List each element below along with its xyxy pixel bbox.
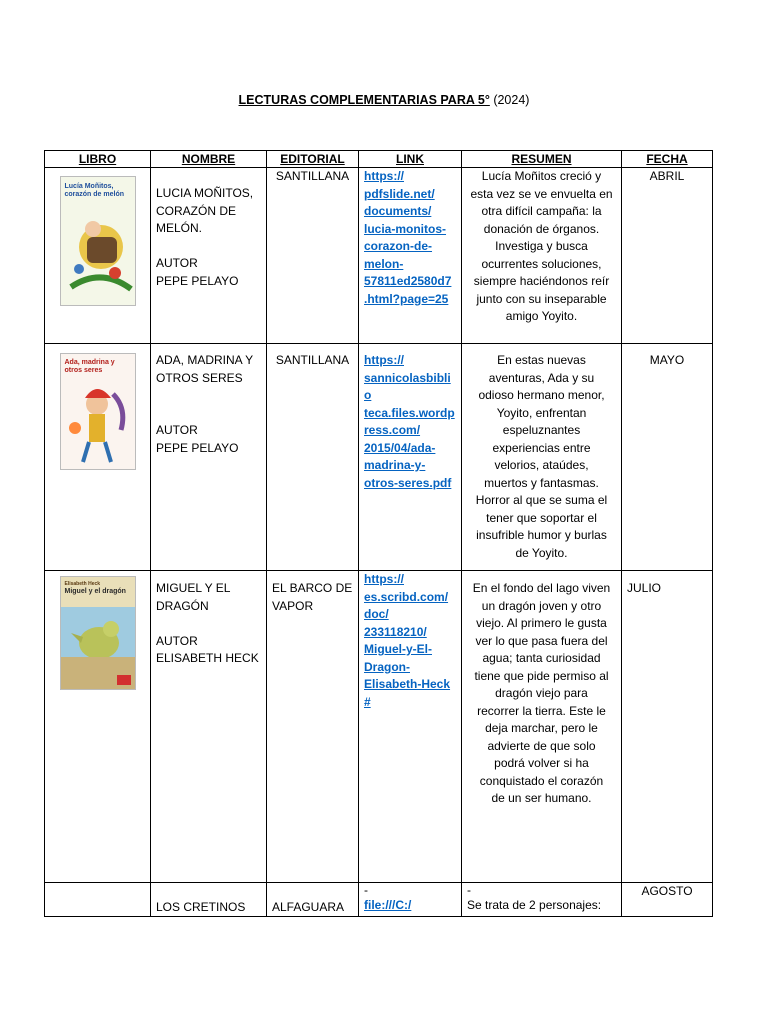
summary-line: junto con su inseparable — [476, 291, 607, 306]
document-title — [0, 93, 768, 107]
link-line[interactable]: otros-seres.pdf — [364, 475, 452, 490]
link-line[interactable]: lucia-monitos- — [364, 221, 447, 236]
header-link: LINK — [359, 151, 462, 168]
dash-marker: - — [364, 883, 368, 897]
name-line: PEPE PELAYO — [156, 440, 239, 455]
name-line: ELISABETH HECK — [156, 651, 259, 665]
link-line[interactable]: documents/ — [364, 204, 432, 218]
link-line[interactable]: es.scribd.com/ — [364, 589, 449, 604]
name-cell — [151, 344, 267, 571]
link-line[interactable]: ress.com/ — [364, 423, 421, 437]
summary-line: dragón viejo para — [495, 686, 588, 700]
summary-line: de un ser humano. — [491, 791, 592, 805]
table-row — [45, 571, 713, 883]
book-cover-cell — [45, 168, 151, 344]
link-cell — [359, 168, 462, 344]
name-cell — [151, 883, 267, 917]
link-line[interactable]: 2015/04/ada- — [364, 440, 436, 455]
summary-line: Yoyito, enfrentan — [496, 405, 587, 420]
editorial-cell — [267, 571, 359, 883]
summary-line: muertos y fantasmas. — [484, 475, 599, 490]
summary-line: de Yoyito. — [515, 545, 568, 560]
summary-line: otra difícil campaña: la — [481, 204, 602, 218]
dash-marker: - — [467, 883, 471, 897]
summary-line: Horror al que se suma el — [475, 493, 608, 507]
cover-title: Lucía Moñitos, corazón de melón — [64, 183, 125, 198]
summary-line: insufrible humor y burlas — [476, 528, 607, 542]
cover-author: Elisabeth Heck — [64, 581, 101, 587]
date-cell: JULIO — [622, 571, 713, 883]
link-line[interactable]: teca.files.wordp — [364, 405, 455, 420]
link-line[interactable]: madrina-y- — [364, 458, 426, 472]
name-line: AUTOR — [156, 423, 198, 437]
name-line: AUTOR — [156, 256, 198, 270]
name-line — [156, 387, 261, 405]
summary-cell — [462, 344, 622, 571]
summary-line: En el fondo del lago viven — [472, 581, 611, 595]
editorial-line: SANTILLANA — [275, 353, 350, 367]
summary-cell — [462, 168, 622, 344]
summary-line: Se trata de 2 personajes: — [467, 898, 602, 912]
books-table — [44, 150, 713, 917]
summary-line: odioso hermano menor, — [478, 388, 605, 402]
name-cell — [151, 168, 267, 344]
summary-line: Investiga y busca — [495, 239, 588, 253]
link-cell — [359, 883, 462, 917]
summary-line: tener que soportar el — [486, 510, 597, 525]
summary-line: un dragón joven y otro — [481, 598, 602, 613]
link-line[interactable]: corazon-de- — [364, 239, 433, 253]
summary-cell — [462, 883, 622, 917]
cover-title: Miguel y el dragón — [64, 588, 126, 595]
summary-line: donación de órganos. — [483, 221, 600, 236]
header-fecha: FECHA — [622, 151, 713, 168]
editorial-line: ALFAGUARA — [272, 899, 345, 914]
name-line: DRAGÓN — [156, 598, 209, 613]
book-cover-cell — [45, 344, 151, 571]
header-libro: LIBRO — [45, 151, 151, 168]
title-year: (2024) — [489, 93, 530, 107]
summary-line: conquistado el corazón — [479, 773, 604, 788]
summary-line: advierte de que solo — [487, 738, 596, 753]
summary-line: esta vez se ve envuelta en — [470, 186, 613, 201]
summary-line: siempre haciéndonos reír — [473, 274, 610, 288]
date-cell: MAYO — [622, 344, 713, 571]
header-nombre: NOMBRE — [151, 151, 267, 168]
editorial-cell — [267, 168, 359, 344]
summary-cell — [462, 571, 622, 883]
table-row — [45, 168, 713, 344]
name-line: AUTOR — [156, 633, 198, 648]
name-line: LOS CRETINOS — [156, 899, 246, 914]
editorial-line: EL BARCO DE — [272, 581, 353, 595]
summary-line: recorrer la tierra. Este le — [477, 703, 606, 718]
editorial-cell — [267, 344, 359, 571]
book-link[interactable] — [364, 352, 456, 492]
cover-title: Ada, madrina y otros seres — [64, 359, 115, 374]
name-line: MIGUEL Y EL — [156, 581, 231, 595]
table-header-row — [45, 151, 713, 168]
name-cell — [151, 571, 267, 883]
name-line — [156, 615, 261, 633]
name-line: PEPE PELAYO — [156, 273, 239, 288]
link-line[interactable]: doc/ — [364, 607, 389, 621]
link-line[interactable]: Dragon- — [364, 659, 410, 674]
link-cell — [359, 344, 462, 571]
name-line — [156, 238, 261, 256]
link-line[interactable]: https:// — [364, 572, 404, 586]
summary-line: aventuras, Ada y su — [488, 370, 595, 385]
book-cover-image — [60, 353, 136, 470]
link-line[interactable]: sannicolasbiblio — [364, 370, 451, 402]
summary-line: amigo Yoyito. — [505, 309, 578, 323]
link-line[interactable]: https:// — [364, 169, 404, 183]
summary-line: agua; tanta curiosidad — [482, 651, 601, 665]
date-cell: AGOSTO — [622, 883, 713, 917]
link-line[interactable]: 57811ed2580d7 — [364, 274, 452, 288]
link-cell — [359, 571, 462, 883]
link-line[interactable]: pdfslide.net/ — [364, 186, 435, 201]
header-editorial: EDITORIAL — [267, 151, 359, 168]
book-cover-cell — [45, 883, 151, 917]
book-cover-image — [60, 576, 136, 690]
name-line: CORAZÓN DE — [156, 203, 237, 218]
name-line — [156, 405, 261, 423]
book-cover-image — [60, 176, 136, 306]
link-line[interactable]: 233118210/ — [364, 624, 427, 639]
header-resumen: RESUMEN — [462, 151, 622, 168]
summary-line: ocurrentes soluciones, — [481, 256, 602, 271]
summary-line: Lucía Moñitos creció y — [481, 169, 602, 183]
link-line[interactable]: Miguel-y-El- — [364, 642, 432, 656]
table-row — [45, 344, 713, 571]
link-line[interactable]: .html?page=25 — [364, 291, 449, 306]
book-link[interactable] — [364, 168, 456, 308]
summary-line: viejo. Al primero le gusta — [476, 616, 607, 630]
book-link[interactable] — [364, 571, 456, 711]
table-row — [45, 883, 713, 917]
summary-line: En estas nuevas — [497, 353, 586, 367]
summary-line: deja marchar, pero le — [485, 721, 598, 735]
summary-line: experiencias entre — [492, 440, 591, 455]
summary-line: tiene que pide permiso al — [474, 668, 609, 683]
link-line[interactable]: Elisabeth-Heck# — [364, 677, 451, 709]
editorial-line: SANTILLANA — [275, 169, 350, 183]
summary-line: velorios, ataúdes, — [494, 458, 589, 472]
summary-line: espeluznantes — [502, 423, 581, 437]
title-text: LECTURAS COMPLEMENTARIAS PARA 5° — [238, 93, 490, 107]
editorial-line: VAPOR — [272, 598, 314, 613]
name-line: MELÓN. — [156, 221, 203, 235]
name-line: OTROS SERES — [156, 370, 243, 385]
editorial-cell — [267, 883, 359, 917]
book-link[interactable]: file:///C:/ — [364, 898, 412, 912]
summary-line: ver lo que pasa fuera del — [475, 633, 608, 648]
link-line[interactable]: melon- — [364, 256, 404, 271]
book-cover-cell — [45, 571, 151, 883]
name-line: LUCIA MOÑITOS, — [156, 186, 254, 200]
summary-line: podrá volver si ha — [494, 756, 589, 770]
name-line: ADA, MADRINA Y — [156, 353, 254, 367]
link-line[interactable]: https:// — [364, 353, 404, 367]
date-cell: ABRIL — [622, 168, 713, 344]
